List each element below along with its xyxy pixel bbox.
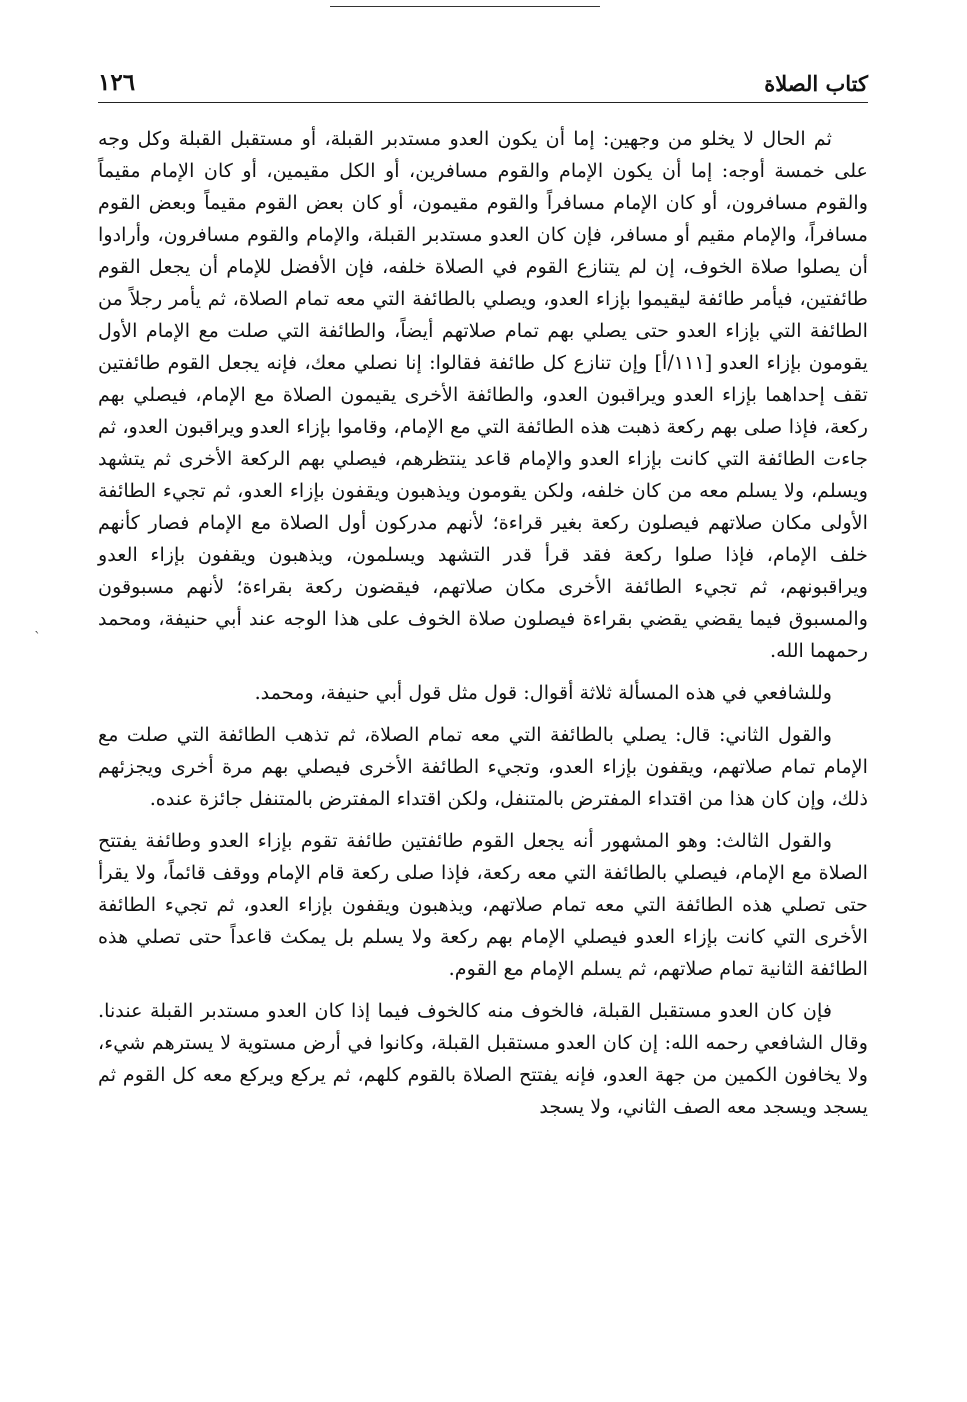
paragraph-2: وللشافعي في هذه المسألة ثلاثة أقوال: قول مثل قول أبي حنيفة، ومحمد. — [254, 681, 832, 704]
page-number: ١٢٦ — [98, 69, 136, 96]
page — [98, 52, 868, 1133]
chapter-title: كتاب الصلاة — [764, 71, 868, 96]
page-header — [98, 52, 868, 103]
paragraph-5: فإن كان العدو مستقبل القبلة، فالخوف منه كالخوف فيما إذا كان العدو مستدبر القبلة عندنا. وقال الشافعي رحمه الله: إن كان العدو مستقبل القبلة، وكانوا في أرض مستوية لا يسترهم شيء، ولا يخافون الكمين من جهة العدو، فإنه يفتتح الصلاة بالقوم كلهم، ثم يركع ويركع معه كل القوم ثم يسجد ويسجد معه الصف الثاني، ولا يسجد — [98, 999, 868, 1118]
body-text — [98, 123, 868, 1123]
paragraph-4: والقول الثالث: وهو المشهور أنه يجعل القوم طائفتين طائفة تقوم بإزاء العدو وطائفة يفتتح الصلاة مع الإمام، فيصلي بالطائفة التي معه ركعة، فإذا صلى ركعة قام الإمام ووقف قائماً، ولا يقرأ حتى تصلي هذه الطائفة التي معه تمام صلاتهم، ويذهبون ويقفون بإزاء العدو، ثم تجيء الطائفة الأخرى التي كانت بإزاء العدو فيصلي الإمام بهم ركعة ولا يسلم بل يمكث قاعداً حتى تصلي هذه الطائفة الثانية تمام صلاتهم، ثم يسلم الإمام مع القوم. — [98, 829, 868, 980]
margin-mark: ` — [34, 630, 41, 646]
paragraph-1: ثم الحال لا يخلو من وجهين: إما أن يكون العدو مستدبر القبلة، أو مستقبل القبلة وكل وجه على خمسة أوجه: إما أن يكون الإمام والقوم مسافرين، أو الكل مقيمين، أو كان الإمام مقيماً والقوم مسافرون، أو كان الإمام مسافراً والقوم مقيمون، أو كان بعض القوم مقيماً وبعض القوم مسافراً، والإمام مقيم أو مسافر، فإن كان العدو مستدبر القبلة، والإمام والقوم مسافرون، وأرادوا أن يصلوا صلاة الخوف، إن لم يتنازع القوم في الصلاة خلفه، فإن الأفضل للإمام أن يجعل القوم طائفتين، فيأمر طائفة ليقيموا بإزاء العدو، ويصلي بالطائفة التي معه تمام الصلاة، ثم يأمر رجلاً من الطائفة التي بإزاء العدو حتى يصلي بهم تمام صلاتهم أيضاً، والطائفة التي صلت مع الإمام الأول يقومون بإزاء العدو [١١١/أ] وإن تنازع كل طائفة فقالوا: إنا نصلي معك، فإنه يجعل القوم طائفتين تقف إحداهما بإزاء العدو ويراقبون العدو، والطائفة الأخرى يقيمون الصلاة مع الإمام، فيصلي بهم ركعة، فإذا صلى بهم ركعة ذهبت هذه الطائفة التي مع الإمام، وقاموا بإزاء العدو ويراقبون العدو، ثم جاءت الطائفة التي كانت بإزاء العدو والإمام قاعد ينتظرهم، فيصلي بهم الركعة الأخرى ثم يتشهد ويسلم، ولا يسلم معه من كان خلفه، ولكن يقومون ويذهبون ويقفون بإزاء العدو، ثم تجيء الطائفة الأولى مكان صلاتهم فيصلون ركعة بغير قراءة؛ لأنهم مدركون أول الصلاة مع الإمام فصار كأنهم خلف الإمام، فإذا صلوا ركعة فقد قرأ قدر التشهد ويسلمون، ويذهبون ويقفون بإزاء العدو ويراقبونهم، ثم تجيء الطائفة الأخرى مكان صلاتهم، فيقضون ركعة بقراءة؛ لأنهم مسبوقون والمسبوق فيما يقضي يقضي بقراءة فيصلون صلاة الخوف على هذا الوجه عند أبي حنيفة، ومحمد رحمهما الله. — [98, 127, 868, 662]
top-rule — [330, 6, 600, 7]
paragraph-3: والقول الثاني: قال: يصلي بالطائفة التي معه تمام الصلاة، ثم تذهب الطائفة التي صلت مع الإمام تمام صلاتهم، ويقفون بإزاء العدو، وتجيء الطائفة الأخرى فيصلي بهم مرة أخرى ويجزئهم ذلك، وإن كان هذا من اقتداء المفترض بالمتنفل، ولكن اقتداء المفترض بالمتنفل جائزة عنده. — [98, 723, 868, 810]
